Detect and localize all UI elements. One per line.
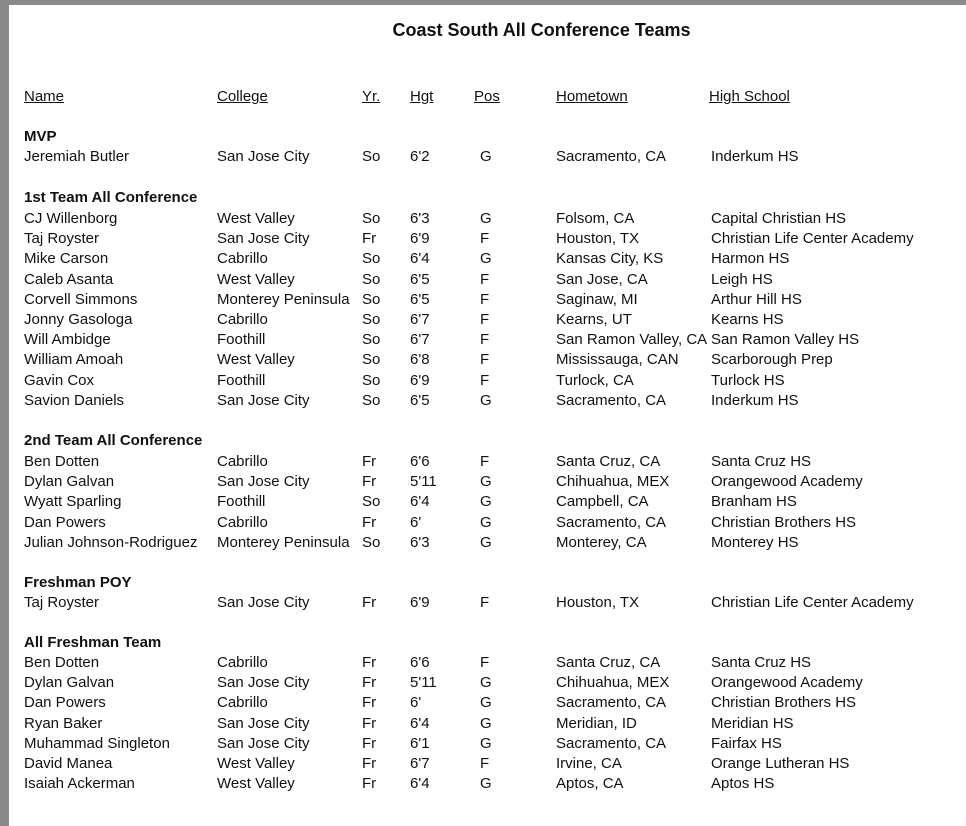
cell-high-school: Turlock HS [711,372,785,389]
cell-height: 6'9 [410,372,430,389]
cell-year: Fr [362,735,377,752]
cell-college: Cabrillo [217,453,268,470]
cell-hometown: Santa Cruz, CA [556,654,661,671]
cell-position: F [480,654,490,671]
cell-position: G [480,775,492,792]
cell-hometown: Saginaw, MI [556,291,638,308]
cell-name: Muhammad Singleton [24,735,170,752]
cell-position: F [480,311,490,328]
cell-height: 6'8 [410,351,430,368]
cell-college: West Valley [217,210,295,227]
cell-height: 6'3 [410,534,430,551]
section-title: MVP [24,128,57,145]
cell-college: San Jose City [217,230,310,247]
cell-college: West Valley [217,271,295,288]
cell-high-school: Capital Christian HS [711,210,847,227]
cell-position: F [480,291,490,308]
cell-college: Cabrillo [217,311,268,328]
cell-height: 6'2 [410,148,430,165]
cell-year: Fr [362,715,377,732]
cell-college: San Jose City [217,148,310,165]
cell-height: 6'1 [410,735,430,752]
cell-position: G [480,250,492,267]
table-row [0,775,966,795]
cell-high-school: Harmon HS [711,250,790,267]
cell-height: 6'3 [410,210,430,227]
cell-name: Taj Royster [24,230,100,247]
table-row [0,250,966,270]
cell-position: F [480,271,490,288]
cell-position: F [480,230,490,247]
table-row [0,594,966,614]
cell-name: Dylan Galvan [24,473,115,490]
cell-year: So [362,331,381,348]
cell-year: So [362,372,381,389]
table-row [0,392,966,412]
table-row [0,514,966,534]
table-row [0,674,966,694]
cell-college: Monterey Peninsula [217,534,350,551]
section-title: 1st Team All Conference [24,189,198,206]
cell-high-school: Monterey HS [711,534,799,551]
cell-height: 6'5 [410,291,430,308]
cell-name: Corvell Simmons [24,291,138,308]
page-title: Coast South All Conference Teams [392,20,691,40]
cell-name: Isaiah Ackerman [24,775,135,792]
cell-hometown: Sacramento, CA [556,148,667,165]
cell-hometown: San Jose, CA [556,271,648,288]
cell-college: West Valley [217,775,295,792]
cell-name: Dan Powers [24,514,106,531]
cell-position: F [480,755,490,772]
table-row [0,331,966,351]
header-year: Yr. [362,88,381,105]
cell-high-school: San Ramon Valley HS [711,331,860,348]
cell-hometown: Houston, TX [556,594,640,611]
cell-name: Ben Dotten [24,453,100,470]
cell-position: G [480,210,492,227]
table-row [0,291,966,311]
cell-name: Jonny Gasologa [24,311,133,328]
cell-hometown: Sacramento, CA [556,694,667,711]
cell-height: 6'4 [410,715,430,732]
cell-height: 6'5 [410,271,430,288]
cell-year: Fr [362,514,377,531]
cell-year: So [362,271,381,288]
cell-name: David Manea [24,755,113,772]
cell-year: Fr [362,453,377,470]
cell-hometown: Kearns, UT [556,311,632,328]
cell-hometown: Turlock, CA [556,372,634,389]
header-college: College [217,88,268,105]
cell-high-school: Inderkum HS [711,392,799,409]
cell-height: 6'7 [410,311,430,328]
cell-year: So [362,493,381,510]
cell-position: G [480,674,492,691]
cell-year: So [362,148,381,165]
cell-height: 6' [410,694,422,711]
cell-position: F [480,351,490,368]
cell-high-school: Santa Cruz HS [711,453,812,470]
cell-high-school: Santa Cruz HS [711,654,812,671]
cell-hometown: Irvine, CA [556,755,622,772]
cell-high-school: Aptos HS [711,775,775,792]
cell-position: G [480,392,492,409]
cell-position: G [480,715,492,732]
cell-name: Taj Royster [24,594,100,611]
table-row [0,230,966,250]
cell-college: San Jose City [217,735,310,752]
cell-height: 6'9 [410,230,430,247]
cell-year: Fr [362,694,377,711]
cell-height: 6'6 [410,453,430,470]
cell-name: Caleb Asanta [24,271,114,288]
cell-height: 5'11 [410,473,437,490]
cell-name: William Amoah [24,351,124,368]
cell-name: Julian Johnson-Rodriguez [24,534,198,551]
cell-position: F [480,453,490,470]
cell-college: Cabrillo [217,694,268,711]
table-row [0,148,966,168]
cell-hometown: Chihuahua, MEX [556,674,670,691]
cell-year: So [362,210,381,227]
table-row [0,715,966,735]
cell-year: So [362,392,381,409]
cell-college: San Jose City [217,715,310,732]
cell-high-school: Christian Brothers HS [711,694,857,711]
cell-high-school: Inderkum HS [711,148,799,165]
cell-hometown: Aptos, CA [556,775,624,792]
cell-height: 6'4 [410,775,430,792]
cell-name: Wyatt Sparling [24,493,122,510]
cell-position: G [480,473,492,490]
section-title: Freshman POY [24,574,132,591]
header-name: Name [24,88,65,105]
cell-year: So [362,250,381,267]
cell-position: G [480,694,492,711]
cell-hometown: Chihuahua, MEX [556,473,670,490]
cell-year: Fr [362,230,377,247]
cell-year: So [362,291,381,308]
cell-high-school: Scarborough Prep [711,351,833,368]
cell-college: Cabrillo [217,654,268,671]
table-row [0,654,966,674]
cell-high-school: Arthur Hill HS [711,291,802,308]
table-row [0,210,966,230]
cell-college: Monterey Peninsula [217,291,350,308]
table-row [0,755,966,775]
cell-name: CJ Willenborg [24,210,118,227]
cell-year: Fr [362,674,377,691]
header-high-school: High School [709,88,790,105]
top-border [0,0,966,5]
cell-name: Gavin Cox [24,372,95,389]
cell-year: So [362,534,381,551]
cell-height: 6'6 [410,654,430,671]
cell-high-school: Christian Life Center Academy [711,594,914,611]
cell-high-school: Orange Lutheran HS [711,755,850,772]
cell-hometown: Santa Cruz, CA [556,453,661,470]
cell-hometown: Sacramento, CA [556,392,667,409]
cell-name: Dan Powers [24,694,106,711]
cell-year: Fr [362,594,377,611]
cell-high-school: Branham HS [711,493,797,510]
cell-high-school: Orangewood Academy [711,674,863,691]
cell-hometown: Houston, TX [556,230,640,247]
cell-name: Dylan Galvan [24,674,115,691]
cell-college: Cabrillo [217,514,268,531]
table-row [0,453,966,473]
header-position: Pos [474,88,500,105]
cell-high-school: Kearns HS [711,311,784,328]
cell-high-school: Leigh HS [711,271,773,288]
cell-high-school: Meridian HS [711,715,794,732]
cell-height: 6' [410,514,422,531]
cell-hometown: Meridian, ID [556,715,637,732]
cell-college: San Jose City [217,674,310,691]
cell-hometown: Campbell, CA [556,493,649,510]
cell-college: West Valley [217,351,295,368]
cell-height: 6'7 [410,331,430,348]
cell-hometown: Kansas City, KS [556,250,664,267]
cell-height: 6'5 [410,392,430,409]
section-title: 2nd Team All Conference [24,432,203,449]
cell-hometown: Folsom, CA [556,210,635,227]
cell-height: 6'4 [410,493,430,510]
cell-year: Fr [362,473,377,490]
cell-hometown: Sacramento, CA [556,514,667,531]
cell-college: San Jose City [217,473,310,490]
cell-year: Fr [362,755,377,772]
cell-position: F [480,331,490,348]
cell-college: Foothill [217,493,266,510]
cell-college: Foothill [217,372,266,389]
table-row [0,493,966,513]
cell-height: 6'7 [410,755,430,772]
cell-height: 6'4 [410,250,430,267]
cell-high-school: Fairfax HS [711,735,782,752]
cell-position: G [480,735,492,752]
cell-name: Jeremiah Butler [24,148,130,165]
cell-height: 5'11 [410,674,437,691]
table-row [0,694,966,714]
cell-hometown: Mississauga, CAN [556,351,679,368]
cell-name: Will Ambidge [24,331,111,348]
cell-position: G [480,493,492,510]
cell-year: So [362,351,381,368]
cell-hometown: Sacramento, CA [556,735,667,752]
table-row [0,735,966,755]
table-row [0,311,966,331]
cell-position: G [480,534,492,551]
section-title: All Freshman Team [24,634,162,651]
cell-position: F [480,372,490,389]
cell-name: Ben Dotten [24,654,100,671]
cell-college: Cabrillo [217,250,268,267]
cell-college: San Jose City [217,392,310,409]
table-row [0,351,966,371]
cell-hometown: San Ramon Valley, CA [556,331,708,348]
table-row [0,271,966,291]
cell-position: G [480,148,492,165]
cell-height: 6'9 [410,594,430,611]
cell-position: F [480,594,490,611]
cell-name: Ryan Baker [24,715,103,732]
header-height: Hgt [410,88,434,105]
cell-high-school: Christian Brothers HS [711,514,857,531]
cell-year: Fr [362,654,377,671]
header-hometown: Hometown [556,88,628,105]
cell-year: Fr [362,775,377,792]
cell-college: San Jose City [217,594,310,611]
cell-high-school: Christian Life Center Academy [711,230,914,247]
cell-college: West Valley [217,755,295,772]
cell-position: G [480,514,492,531]
table-row [0,372,966,392]
table-row [0,473,966,493]
cell-name: Savion Daniels [24,392,125,409]
cell-year: So [362,311,381,328]
cell-college: Foothill [217,331,266,348]
cell-high-school: Orangewood Academy [711,473,863,490]
cell-hometown: Monterey, CA [556,534,647,551]
table-row [0,534,966,554]
cell-name: Mike Carson [24,250,109,267]
